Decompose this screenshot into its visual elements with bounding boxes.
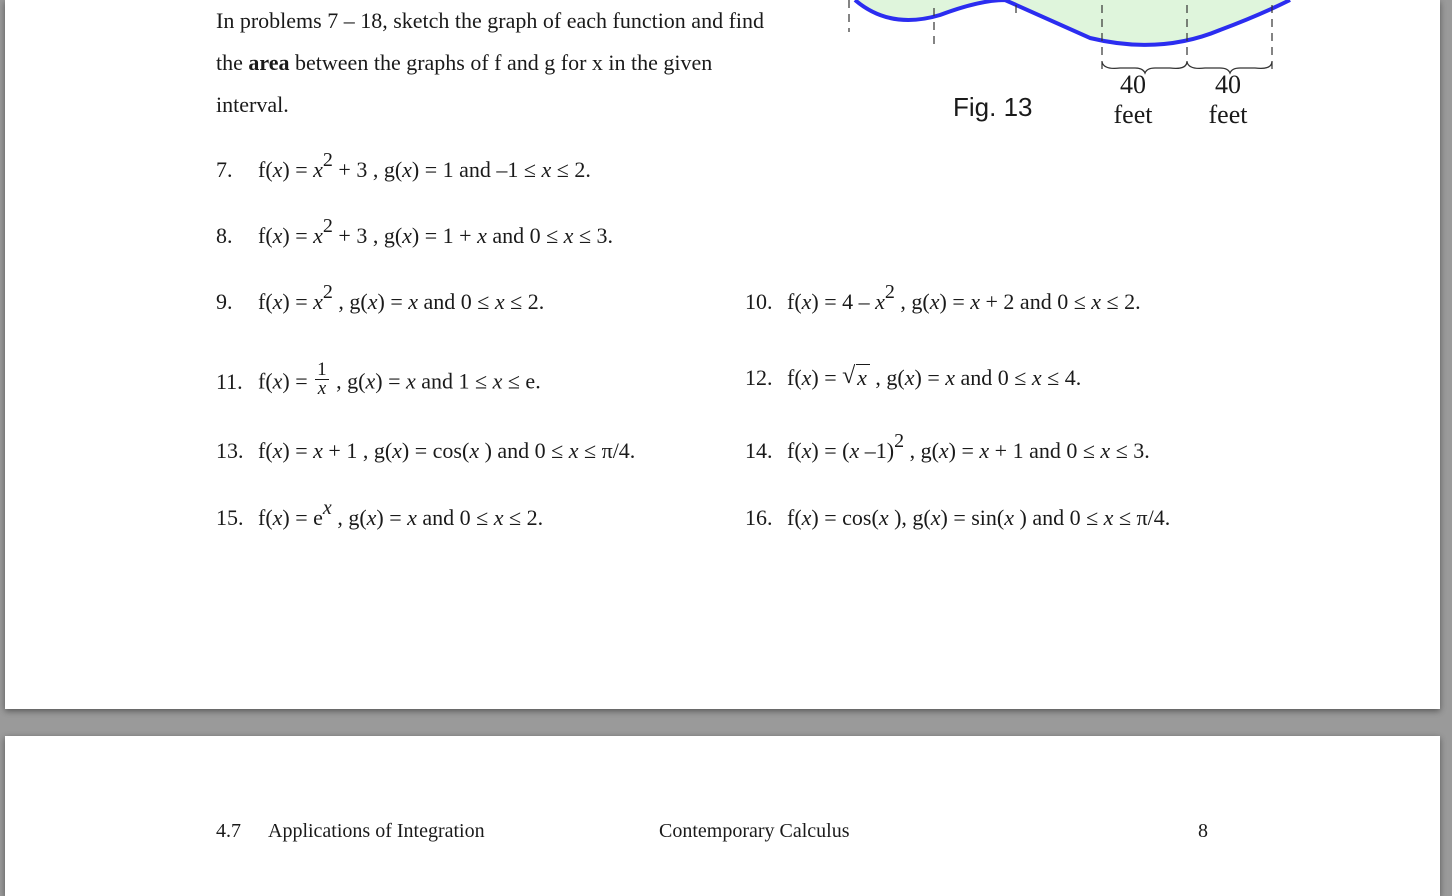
problem-10 <box>745 280 1141 315</box>
var: x <box>402 157 412 182</box>
denominator: x <box>317 378 327 399</box>
document-page-top <box>5 0 1440 709</box>
problem-number: 14. <box>745 438 773 463</box>
problem-14 <box>745 429 1150 464</box>
problem-number: 12. <box>745 365 773 390</box>
var: x <box>469 438 480 463</box>
problem-7 <box>216 148 591 183</box>
var: x <box>408 289 419 314</box>
instructions-line-3: interval. <box>216 92 289 117</box>
var: x <box>494 289 505 314</box>
expr: ) = sin( <box>940 505 1005 530</box>
expr: , g( <box>904 438 939 463</box>
expr: f( <box>787 365 802 390</box>
expr: ) = 4 – <box>811 289 876 314</box>
var: x <box>272 368 283 394</box>
expr: and 0 ≤ <box>955 365 1032 390</box>
instructions-text: between the graphs of f and g for x in the given <box>289 50 713 75</box>
var: x <box>1004 505 1014 530</box>
var: x <box>970 289 981 314</box>
expr: ) = <box>282 438 314 463</box>
expr: ≤ 2. <box>551 157 591 182</box>
expr: ) = <box>811 365 843 390</box>
expr: ) = <box>282 223 314 248</box>
expr: ) = ( <box>811 438 850 463</box>
expr: f( <box>258 368 273 394</box>
var: x <box>272 223 283 248</box>
expr: ) = e <box>282 505 323 530</box>
expr: ≤ 3. <box>1110 438 1150 463</box>
expr: and 0 ≤ <box>418 289 495 314</box>
var: x <box>365 368 376 394</box>
expr: ≤ 3. <box>573 223 614 248</box>
expr: , g( <box>894 289 930 314</box>
var: x <box>367 289 378 314</box>
var: x <box>878 505 889 530</box>
expr: , g( <box>331 505 367 530</box>
expr: ≤ 4. <box>1041 365 1082 390</box>
expr: ) = cos( <box>811 505 879 530</box>
var: x <box>272 289 283 314</box>
expr: , g( <box>869 365 905 390</box>
instructions-paragraph <box>216 0 764 126</box>
problem-number: 15. <box>216 505 244 530</box>
var: x <box>402 223 412 248</box>
expr: ≤ 2. <box>504 289 545 314</box>
problem-9 <box>216 280 545 315</box>
expr: and 0 ≤ <box>486 223 564 248</box>
expr: ) = <box>376 505 408 530</box>
expr: , g( <box>332 289 368 314</box>
var: x <box>904 365 915 390</box>
expr: and 0 ≤ <box>416 505 494 530</box>
document-page-bottom <box>5 736 1440 896</box>
var: x <box>875 289 885 314</box>
radical-sign-icon: √ <box>842 363 856 389</box>
var: x <box>392 438 402 463</box>
problem-number: 8. <box>216 223 233 248</box>
var: x <box>477 223 487 248</box>
expr: ≤ π/4. <box>1113 505 1171 530</box>
var: x <box>1100 438 1111 463</box>
var: x <box>313 157 323 182</box>
expr: f( <box>787 505 802 530</box>
var: x <box>541 157 552 182</box>
expr: , g( <box>330 368 366 394</box>
expr: and 1 ≤ <box>415 368 493 394</box>
var: x <box>938 438 949 463</box>
exponent: 2 <box>894 429 905 452</box>
footer-section-title: Applications of Integration <box>268 820 485 842</box>
var: x <box>929 289 940 314</box>
expr: –1) <box>859 438 895 463</box>
dimension-label-2 <box>1200 70 1256 130</box>
expr: ) = <box>939 289 971 314</box>
var: x <box>801 438 812 463</box>
exponent: 2 <box>322 280 333 303</box>
problem-11 <box>216 359 541 402</box>
expr: ) = 1 and –1 ≤ <box>411 157 542 182</box>
problem-number: 13. <box>216 438 244 463</box>
var: x <box>313 438 323 463</box>
expr: f( <box>258 223 273 248</box>
var: x <box>272 157 283 182</box>
expr: ≤ e. <box>502 368 541 394</box>
dimension-unit: feet <box>1208 100 1248 129</box>
expr: ) = 1 + <box>411 223 478 248</box>
expr: + 2 and 0 ≤ <box>980 289 1092 314</box>
var: x <box>1091 289 1102 314</box>
problem-number: 9. <box>216 289 233 314</box>
var: x <box>568 438 579 463</box>
problem-13 <box>216 438 635 464</box>
expr: ) = <box>948 438 980 463</box>
expr: ), g( <box>888 505 931 530</box>
var: x <box>801 365 812 390</box>
expr: ) = cos( <box>401 438 470 463</box>
var: x <box>407 505 417 530</box>
var: x <box>849 438 860 463</box>
dimension-unit: feet <box>1113 100 1153 129</box>
var: x <box>801 505 812 530</box>
footer-section-number: 4.7 <box>216 820 241 842</box>
problem-16 <box>745 505 1170 531</box>
expr: ) = <box>914 365 946 390</box>
dimension-value: 40 <box>1120 70 1146 99</box>
exponent: 2 <box>322 148 333 171</box>
expr: ) = <box>377 289 409 314</box>
problem-number: 7. <box>216 157 233 182</box>
expr: ) = <box>282 157 314 182</box>
expr: + 1 and 0 ≤ <box>989 438 1101 463</box>
expr: ≤ 2. <box>503 505 544 530</box>
var: x <box>313 223 323 248</box>
var: x <box>930 505 941 530</box>
var: x <box>563 223 574 248</box>
fraction-one-over-x <box>315 361 329 398</box>
expr: ) and 0 ≤ <box>1014 505 1104 530</box>
var: x <box>1031 365 1042 390</box>
expr: ) and 0 ≤ <box>479 438 569 463</box>
problem-number: 11. <box>216 368 243 394</box>
var: x <box>801 289 812 314</box>
problem-12 <box>745 365 1081 391</box>
expr: ≤ π/4. <box>578 438 636 463</box>
exponent: 2 <box>322 214 333 237</box>
problem-8 <box>216 214 614 249</box>
numerator: 1 <box>317 359 327 380</box>
expr: + 1 , g( <box>322 438 393 463</box>
expr: f( <box>258 157 273 182</box>
var: x <box>405 368 416 394</box>
expr: f( <box>258 438 273 463</box>
problem-number: 16. <box>745 505 773 530</box>
var: x <box>492 368 503 394</box>
problem-number: 10. <box>745 289 773 314</box>
expr: ) = <box>375 368 406 394</box>
problem-15 <box>216 496 544 531</box>
var: x <box>313 289 323 314</box>
exponent: 2 <box>884 280 895 303</box>
var: x <box>493 505 504 530</box>
area-emphasis: area <box>248 50 290 75</box>
pool-region <box>855 0 1290 45</box>
var: x <box>366 505 377 530</box>
var: x <box>272 438 283 463</box>
instructions-text: the <box>216 50 249 75</box>
square-root-x <box>842 365 870 391</box>
expr: f( <box>258 505 273 530</box>
footer-page-number: 8 <box>1198 820 1208 842</box>
expr: + 3 , g( <box>332 157 403 182</box>
expr: ≤ 2. <box>1101 289 1141 314</box>
instructions-line-1: In problems 7 – 18, sketch the graph of each function and find <box>216 8 765 33</box>
expr: f( <box>787 289 802 314</box>
radicand: x <box>856 364 870 390</box>
var: x <box>1103 505 1114 530</box>
footer-book-title: Contemporary Calculus <box>659 820 850 842</box>
dimension-label-1 <box>1105 70 1161 130</box>
var: x <box>945 365 956 390</box>
instructions-line-2 <box>216 42 764 84</box>
expr: ) = <box>282 368 314 394</box>
expr: f( <box>258 289 273 314</box>
expr: + 3 , g( <box>332 223 403 248</box>
expr: ) = <box>282 289 314 314</box>
exponent: x <box>322 496 332 519</box>
var: x <box>979 438 990 463</box>
figure-caption: Fig. 13 <box>953 92 1033 122</box>
expr: f( <box>787 438 802 463</box>
var: x <box>272 505 283 530</box>
dimension-value: 40 <box>1215 70 1241 99</box>
